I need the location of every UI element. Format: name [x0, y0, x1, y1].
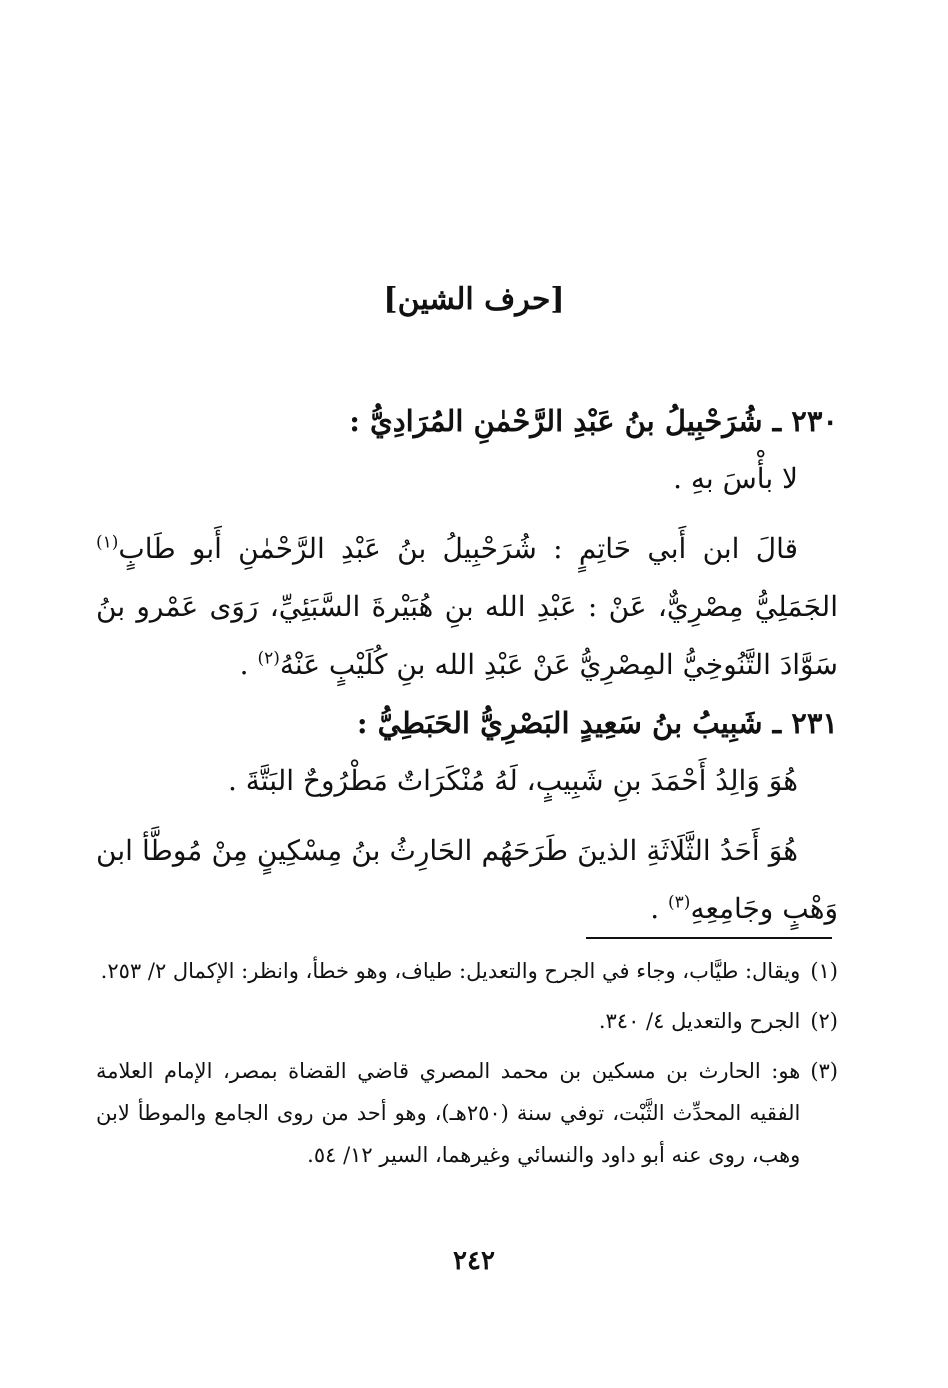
footnote: [96, 1000, 838, 1042]
main-text: [96, 392, 838, 938]
footnote-number: (٢): [810, 1009, 838, 1033]
footnote-ref-1[interactable]: (١): [96, 532, 119, 553]
footnote-number: (١): [810, 959, 838, 983]
footnote: [96, 950, 838, 992]
entry-name: شُرَحْبِيلُ بنُ عَبْدِ الرَّحْمٰنِ المُرَادِيُّ :: [349, 404, 763, 438]
paragraph-text: قالَ ابن أَبي حَاتِمٍ : شُرَحْبِيلُ بنُ عَبْدِ الرَّحْمٰنِ أَبو طَابٍ: [118, 532, 798, 565]
paragraph-end: .: [650, 892, 669, 925]
page-number: ٢٤٢: [453, 1246, 495, 1276]
entry-number: ٢٣٠: [791, 404, 838, 438]
footnote-text: هو: الحارث بن مسكين بن محمد المصري قاضي القضاة بمصر، الإمام العلامة الفقيه المحدِّث الثَّبْت، توفي سنة (٢٥٠هـ)، وهو أحد من روى الجامع والموطأ لابن وهب، روى عنه أبو داود والنسائي وغيرهما، السير ١٢/ ٥٤.: [96, 1059, 801, 1167]
entry-paragraph: [96, 520, 838, 694]
footnote-text: ويقال: طيَّاب، وجاء في الجرح والتعديل: طياف، وهو خطأ، وانظر: الإكمال ٢/ ٢٥٣.: [100, 959, 801, 983]
entry-paragraph: [96, 822, 838, 938]
entry-dash: ـ: [772, 706, 782, 740]
footnote-number: (٣): [810, 1059, 838, 1083]
entry-line: هُوَ وَالِدُ أَحْمَدَ بنِ شَبِيبٍ، لَهُ مُنْكَرَاتٌ مَطْرُوحٌ البَتَّةَ .: [227, 764, 798, 797]
paragraph-text: الجَمَلِيُّ مِصْرِيٌّ، عَنْ : عَبْدِ الله بنِ هُبَيْرةَ السَّبَئِيِّ، رَوَى عَمْرو بنُ سَوَّادَ التَّنُوخِيُّ المِصْرِيُّ عَنْ عَبْدِ الله بنِ كُلَيْبٍ عَنْهُ: [96, 590, 838, 681]
paragraph-text: هُوَ أَحَدُ الثَّلَاثَةِ الذينَ طَرَحَهُم الحَارِثُ بنُ مِسْكِينٍ مِنْ مُوطَّأ ابن وَهْبٍ وجَامِعِهِ: [96, 834, 838, 925]
footnote-ref-2[interactable]: (٢): [257, 648, 280, 669]
entry-verdict: لا بأْسَ بهِ .: [673, 462, 798, 495]
footnote: [96, 1050, 838, 1176]
footnotes: [96, 950, 838, 1184]
entry-heading-231: [96, 694, 838, 752]
paragraph-end: .: [239, 648, 258, 681]
entry-heading-230: [96, 392, 838, 450]
footnote-text: الجرح والتعديل ٤/ ٣٤٠.: [598, 1009, 801, 1033]
entry-name: شَبِيبُ بنُ سَعِيدٍ البَصْرِيُّ الحَبَطِيُّ :: [356, 706, 763, 740]
section-title: [حرف الشين]: [383, 282, 565, 317]
entry-number: ٢٣١: [791, 706, 838, 740]
footnote-divider: [586, 937, 832, 939]
footnote-ref-3[interactable]: (٣): [668, 892, 691, 913]
entry-dash: ـ: [772, 404, 782, 438]
